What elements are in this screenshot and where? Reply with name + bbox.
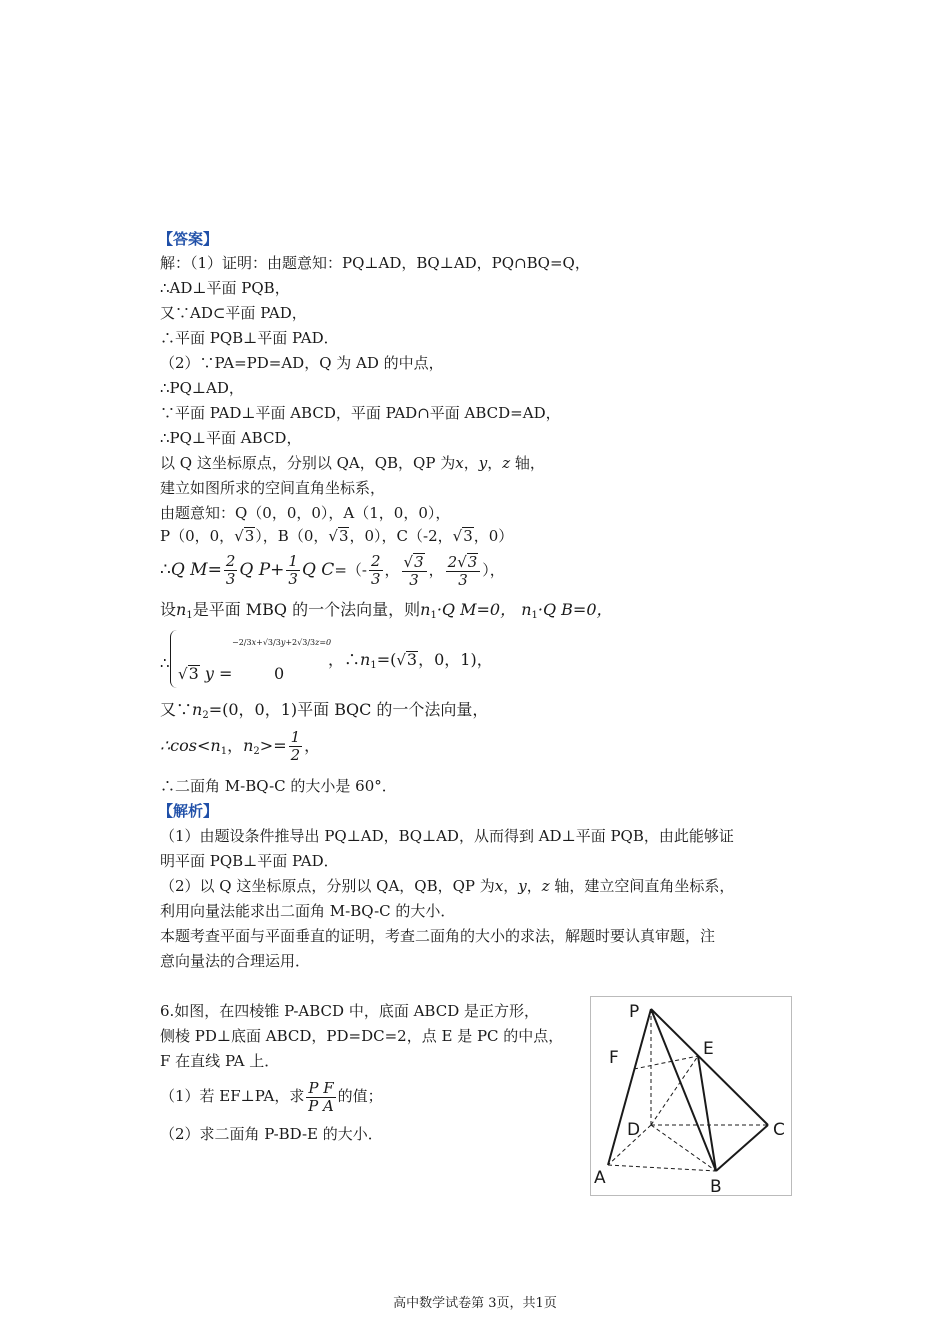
- label-D: D: [627, 1120, 641, 1140]
- answer-qm-equation: ∴Q M= $\frac{2}{3}$ Q P+ $\frac{1}{3}$ Q C=（- $\frac{2}{3}$ ， $\frac{√3}{3}$ ， $\frac{2√3}{3}$ ），: [160, 552, 505, 589]
- edge-PC: [651, 1009, 768, 1125]
- page-footer: 高中数学试卷第 3页，共1页: [393, 1296, 557, 1311]
- answer-line-9: 以 Q 这坐标原点，分别以 QA，QB，QP 为x，y，z 轴，: [160, 454, 545, 472]
- analysis-line-4: 利用向量法能求出二面角 M-BQ-C 的大小．: [160, 902, 456, 920]
- system-rhs: 0: [274, 664, 285, 683]
- edge-BC: [716, 1125, 768, 1171]
- answer-line-4: ∴平面 PQB⊥平面 PAD．: [160, 329, 339, 347]
- edge-AB: [608, 1165, 716, 1171]
- answer-line-n2: 又$\because n_2=(0$，0，1)平面 BQC 的一个法向量，: [160, 700, 489, 721]
- problem6-line-2: 侧棱 PD⊥底面 ABCD，PD=DC=2，点 E 是 PC 的中点，: [160, 1027, 564, 1045]
- fraction: $\frac{√3}{3}$: [402, 553, 427, 589]
- fraction: $\frac{\text{P F}}{\text{P A}}$: [308, 1078, 334, 1115]
- fraction: $\frac{2√3}{3}$: [446, 553, 481, 589]
- answer-line-cos: $\therefore\cos<n_1$，$n_2>=$ $\frac{1}{2}$ ，: [160, 728, 321, 764]
- sqrt-3: 3: [244, 527, 255, 545]
- answer-line-conclusion: ∴二面角 M-BQ-C 的大小是 60°．: [160, 777, 397, 795]
- problem6-line-1: 6.如图，在四棱锥 P-ABCD 中，底面 ABCD 是正方形，: [160, 1002, 540, 1020]
- problem6-question-1: （1）若 EF⊥PA，求 $\frac{\text{P F}}{\text{P A}}$ 的值；: [160, 1078, 383, 1115]
- label-F: F: [609, 1048, 619, 1068]
- label-B: B: [710, 1177, 722, 1195]
- edge-EB: [698, 1056, 716, 1171]
- fraction: $\frac{1}{2}$: [290, 728, 301, 764]
- pyramid-figure: [590, 996, 792, 1196]
- answer-line-6: ∴PQ⊥AD，: [160, 379, 244, 397]
- fraction: $\frac{2}{3}$: [225, 552, 236, 588]
- problem6-line-3: F 在直线 PA 上．: [160, 1052, 280, 1070]
- analysis-heading: 【解析】: [158, 802, 219, 820]
- analysis-line-2: 明平面 PQB⊥平面 PAD．: [160, 852, 339, 870]
- edge-PB: [651, 1009, 716, 1171]
- document-page: 【答案】 解：（1）证明：由题意知：PQ⊥AD，BQ⊥AD，PQ∩BQ=Q， ∴AD⊥平面 PQB， 又∵AD⊂平面 PAD， ∴平面 PQB⊥平面 PAD． （2）∵PA=PD=AD，Q 为 AD 的中点， ∴PQ⊥AD， ∵平面 PAD⊥平面 ABCD，平面 PAD∩平面 ABCD=AD， ∴PQ⊥平面 ABCD， 以 Q 这坐标原点，分别以 QA，QB，QP 为x，y，z 轴， 建立如图所求的空间直角坐标系， 由题意知：Q（0，0，0），A（1，0，0）， P（0，0，√3），B（0，√3，0），C（-2，√3，0） ∴Q M= $\frac{2}{3}$ Q P+ $\frac{1}{3}$ Q C=（- $\frac{2}{3}$ ， $\frac{√3}{3}$ ， $\frac{2√3}{3}$ ）， 设$n_1$是平面 MBQ 的一个法向量，则$n_1\cdot Q$ M=0， $n_1\cdot Q$ B=0， ∴ −2/3x+√3/3y+2√3/3z=0 √3 y = 0 ，$\therefore n_1=(√3$，0，1)， 又$\because n_2=(0$，0，1)平面 BQC 的一个法向量， $\therefore\cos<n_1$，$n_2>=$ $\frac{1}{2}$ ， ∴二面角 M-BQ-C 的大小是 60°． 【解析】 （1）由题设条件推导出 PQ⊥AD，BQ⊥AD，从而得到 AD⊥平面 PQB，由此能够证 明平面 PQB⊥平面 PAD． （2）以 Q 这坐标原点，分别以 QA，QB，QP 为x，y，z 轴，建立空间直角坐标系， 利用向量法能求出二面角 M-BQ-C 的大小． 本题考查平面与平面垂直的证明，考查二面角的大小的求法，解题时要认真审题，注 意向量法的合理运用． 6.如图，在四棱锥 P-ABCD 中，底面 ABCD 是正方形， 侧棱 PD⊥底面 ABCD，PD=DC=2，点 E 是 PC 的中点， F 在直线 PA 上． （1）若 EF⊥PA，求 $\frac{\text{P F}}{\text{P A}}$ 的值； （2）求二面角 P-BD-E 的大小． P E F D C A B 高中数学试卷第 3页，共1页: [0, 0, 950, 1344]
- answer-line-8: ∴PQ⊥平面 ABCD，: [160, 429, 302, 447]
- label-C: C: [773, 1120, 785, 1140]
- answer-line-10: 建立如图所求的空间直角坐标系，: [160, 479, 386, 497]
- answer-line-1: 解：（1）证明：由题意知：PQ⊥AD，BQ⊥AD，PQ∩BQ=Q，: [160, 254, 590, 272]
- brace: [170, 630, 177, 688]
- problem6-question-2: （2）求二面角 P-BD-E 的大小．: [160, 1125, 383, 1143]
- edge-PA: [608, 1009, 651, 1165]
- normal-vector-result: ，$\therefore n_1=(√3$，0，1)，: [328, 650, 493, 671]
- answer-heading: 【答案】: [158, 230, 219, 248]
- pyramid-diagram: [591, 997, 791, 1195]
- answer-line-7: ∵平面 PAD⊥平面 ABCD，平面 PAD∩平面 ABCD=AD，: [160, 404, 561, 422]
- answer-line-coords: P（0，0，√3），B（0，√3，0），C（-2，√3，0）: [160, 527, 514, 545]
- system-equation-1: −2/3x+√3/3y+2√3/3z=0: [232, 638, 332, 647]
- answer-line-3: 又∵AD⊂平面 PAD，: [160, 304, 307, 322]
- analysis-line-3: （2）以 Q 这坐标原点，分别以 QA，QB，QP 为x，y，z 轴，建立空间直角坐标系，: [160, 877, 735, 895]
- sqrt-3: 3: [338, 527, 349, 545]
- analysis-line-6: 意向量法的合理运用．: [160, 952, 311, 970]
- edge-FE: [634, 1056, 698, 1069]
- fraction: $\frac{1}{3}$: [288, 552, 298, 588]
- answer-line-11: 由题意知：Q（0，0，0），A（1，0，0），: [160, 504, 451, 522]
- fraction: $\frac{2}{3}$: [370, 552, 381, 588]
- analysis-line-5: 本题考查平面与平面垂直的证明，考查二面角的大小的求法，解题时要认真审题，注: [160, 927, 716, 945]
- answer-normal-vector-line: 设$n_1$是平面 MBQ 的一个法向量，则$n_1\cdot Q$ M=0， $n_1\cdot Q$ B=0，: [160, 600, 613, 621]
- sqrt-3: 3: [463, 527, 473, 545]
- system-equation-2: √3 y =: [178, 664, 233, 683]
- label-E: E: [703, 1039, 714, 1059]
- answer-line-2: ∴AD⊥平面 PQB，: [160, 279, 290, 297]
- label-P: P: [629, 1002, 640, 1022]
- answer-line-5: （2）∵PA=PD=AD，Q 为 AD 的中点，: [160, 354, 444, 372]
- label-A: A: [594, 1168, 606, 1188]
- analysis-line-1: （1）由题设条件推导出 PQ⊥AD，BQ⊥AD，从而得到 AD⊥平面 PQB，由此能够证: [160, 827, 734, 845]
